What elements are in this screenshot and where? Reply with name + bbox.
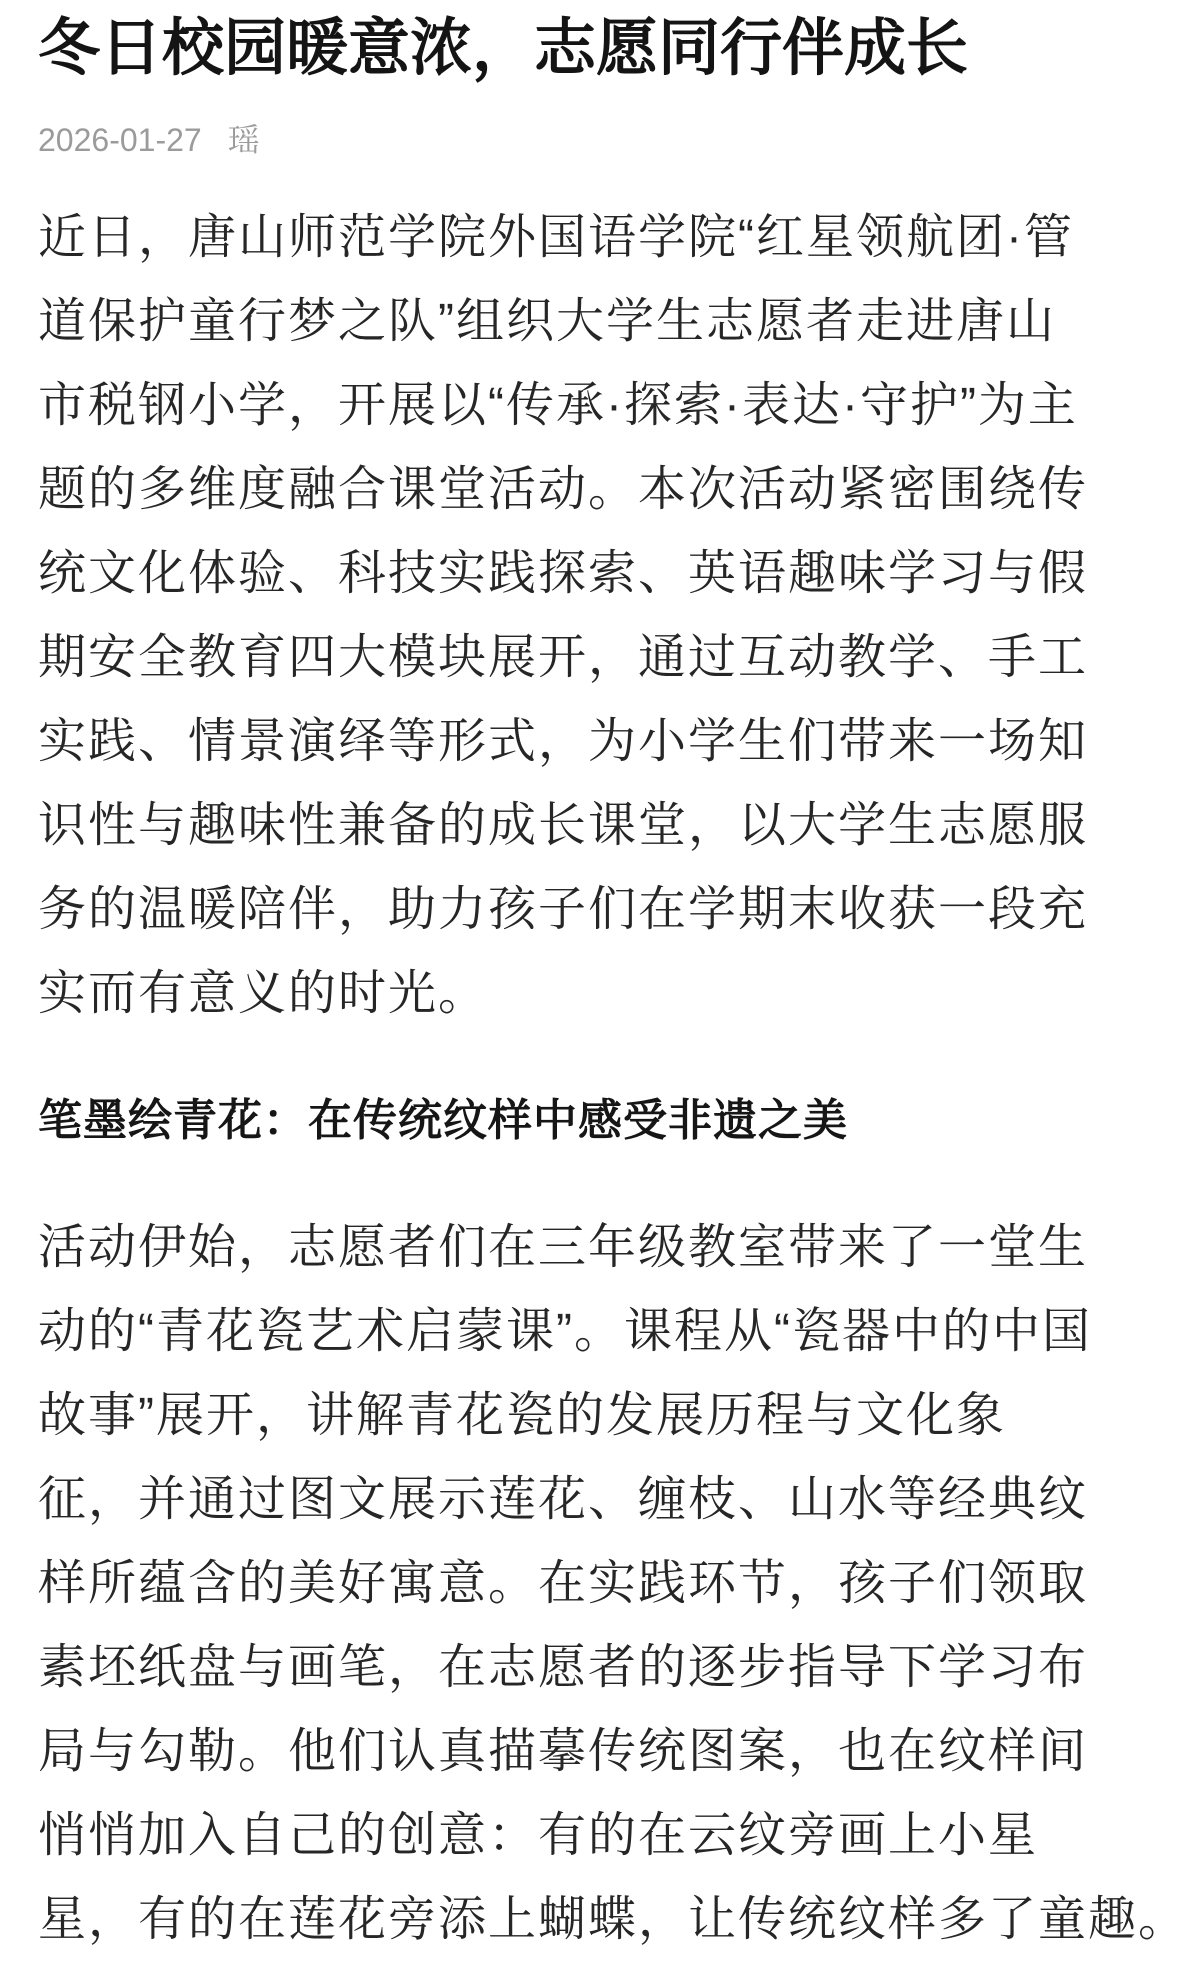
paragraph-line: 道保护童行梦之队”组织大学生志愿者走进唐山 [38, 295, 1056, 348]
paragraph-line: 市税钢小学，开展以“传承·探索·表达·守护”为主 [38, 379, 1078, 432]
article-title: 冬日校园暖意浓，志愿同行伴成长 [38, 14, 969, 83]
article-meta [38, 122, 1141, 158]
qinghua-paragraph [38, 1206, 1188, 1962]
paragraph-line: 故事”展开，讲解青花瓷的发展历程与文化象 [38, 1389, 1006, 1442]
paragraph-line: 局与勾勒。他们认真描摹传统图案，也在纹样间 [38, 1725, 1089, 1778]
paragraph-line clipped: 星，有的在莲花旁添上蝴蝶，让传统纹样多了童趣。 [38, 1893, 1188, 1946]
paragraph-line: 活动伊始，志愿者们在三年级教室带来了一堂生 [38, 1221, 1089, 1274]
publish-date: 2026-01-27 [38, 122, 202, 158]
paragraph-line: 样所蕴含的美好寓意。在实践环节，孩子们领取 [38, 1557, 1089, 1610]
paragraph-line: 动的“青花瓷艺术启蒙课”。课程从“瓷器中的中国 [38, 1305, 1092, 1358]
paragraph-line: 务的温暖陪伴，助力孩子们在学期末收获一段充 [38, 883, 1089, 936]
intro-paragraph [38, 196, 1141, 1036]
paragraph-line: 实而有意义的时光。 [38, 967, 489, 1020]
section-heading: 笔墨绘青花：在传统纹样中感受非遗之美 [38, 1096, 848, 1145]
paragraph-line: 实践、情景演绎等形式，为小学生们带来一场知 [38, 715, 1089, 768]
paragraph-line: 悄悄加入自己的创意：有的在云纹旁画上小星 [38, 1809, 1039, 1862]
paragraph-line: 题的多维度融合课堂活动。本次活动紧密围绕传 [38, 463, 1089, 516]
paragraph-line: 识性与趣味性兼备的成长课堂，以大学生志愿服 [38, 799, 1089, 852]
paragraph-line: 近日，唐山师范学院外国语学院“红星领航团·管 [38, 211, 1074, 264]
author-name: 瑶 [227, 122, 260, 158]
paragraph-line: 征，并通过图文展示莲花、缠枝、山水等经典纹 [38, 1473, 1089, 1526]
paragraph-line: 素坯纸盘与画笔，在志愿者的逐步指导下学习布 [38, 1641, 1089, 1694]
paragraph-line: 统文化体验、科技实践探索、英语趣味学习与假 [38, 547, 1089, 600]
paragraph-line: 期安全教育四大模块展开，通过互动教学、手工 [38, 631, 1089, 684]
